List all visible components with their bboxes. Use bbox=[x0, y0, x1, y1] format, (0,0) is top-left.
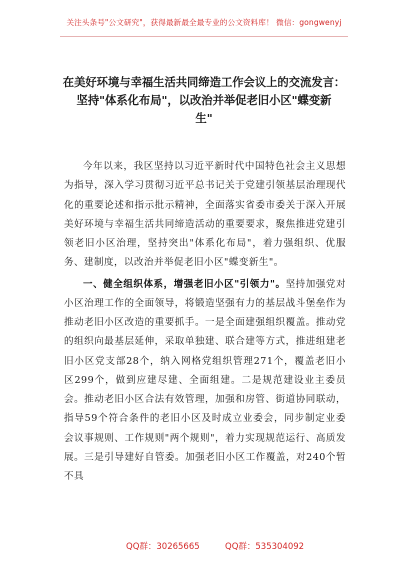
title-line-2: 坚持"体系化布局"，以改治并举促老旧小区"蝶变新 bbox=[76, 93, 332, 107]
title-line-3: 生" bbox=[195, 111, 213, 125]
header-notice: 关注头条号"公文研究"，获得最新最全最专业的公文资料库！ 微信：gongwenyj bbox=[66, 18, 342, 27]
paragraph-section-1 bbox=[64, 275, 346, 487]
paragraph-text: 今年以来，我区坚持以习近平新时代中国特色社会主义思想为指导，深入学习贯彻习近平总书记关于党建引领基层治理现代化的重要论述和指示批示精神，全面落实省委市委关于深入开展美好环境与幸福生活共同缔造活动的重要要求，聚焦推进党建引领老旧小区治理，坚持突出"体系化布局"，着力强组织、优服务、建制度，以改治并举促老旧小区"蝶变新生"。 bbox=[64, 161, 346, 269]
header-divider bbox=[60, 36, 348, 37]
paragraph-intro bbox=[64, 157, 346, 273]
document-title bbox=[46, 73, 362, 127]
title-line-1: 在美好环境与幸福生活共同缔造工作会议上的交流发言： bbox=[62, 75, 346, 89]
section-heading: 一、健全组织体系，增强老旧小区"引领力"。 bbox=[83, 278, 286, 290]
qq-group-1: QQ群：30265665 bbox=[126, 542, 200, 552]
paragraph-text: 坚持加强党对小区治理工作的全面领导，将锻造坚强有力的基层战斗堡垒作为推动老旧小区改造的重要抓手。一是全面建强组织覆盖。推动党的组织向最基层延伸，采取单独建、联合建等方式，推进组建老旧小区党支部28个，纳入网格党组织管理271个，覆盖老旧小区299个，做到应建尽建、全面组建。二是规范建设业主委员会。推动老旧小区合法有效管理，加强和房管、街道协同联动，指导59个符合条件的老旧小区及时成立业委会，同步制定业委会议事规则、工作规则"两个规则"，着力实现规范运行、高质发展。三是引导建好自管委。加强老旧小区工作覆盖，对240个暂不具 bbox=[64, 278, 346, 482]
document-body bbox=[64, 157, 346, 488]
qq-group-2: QQ群：535304092 bbox=[225, 542, 305, 552]
